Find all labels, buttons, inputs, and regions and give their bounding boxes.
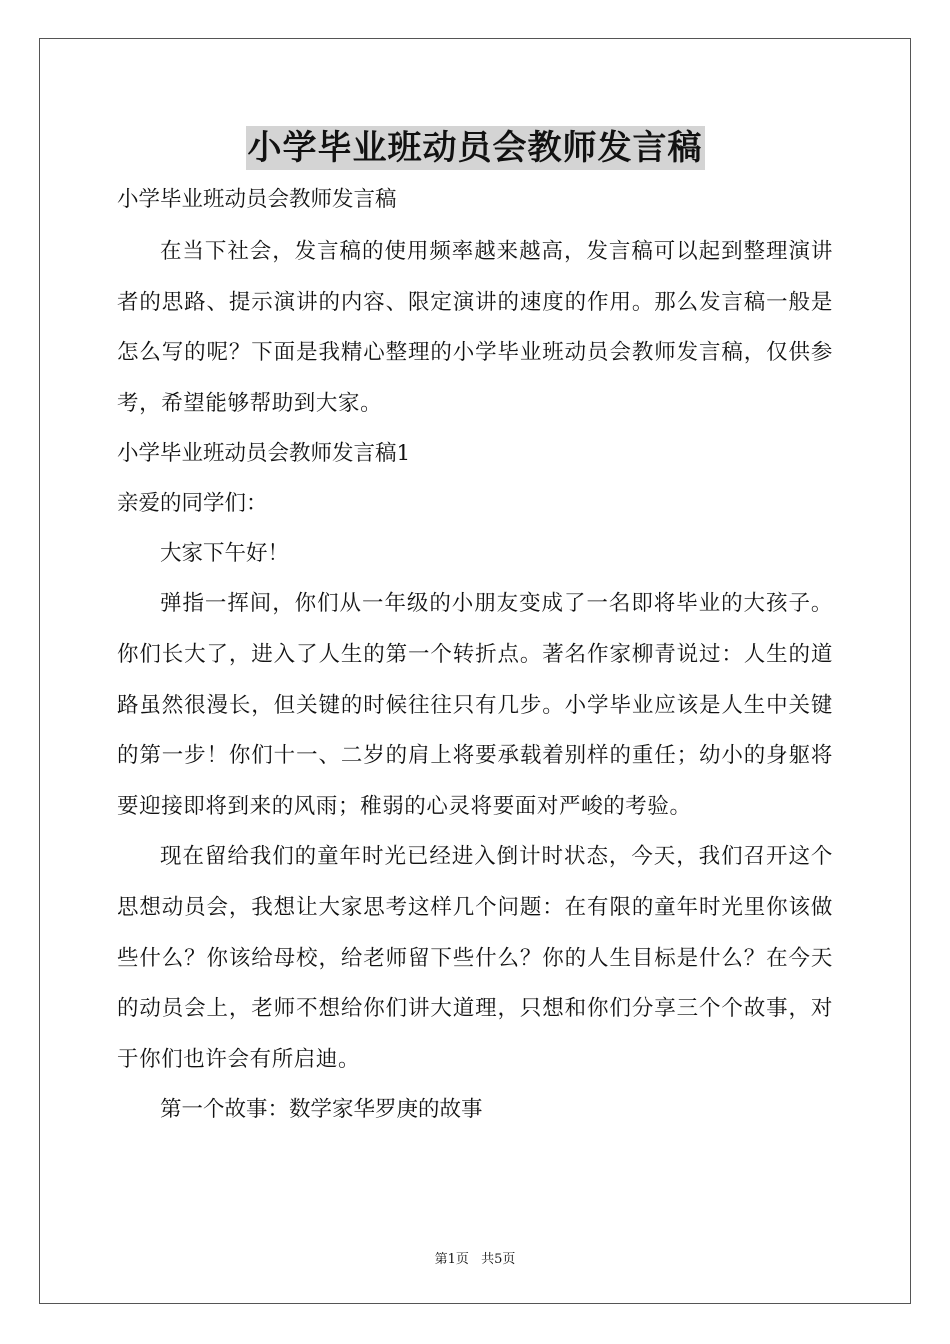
story-heading: 第一个故事：数学家华罗庚的故事 bbox=[160, 1097, 483, 1123]
title-container bbox=[0, 126, 950, 170]
page-total: 共5页 bbox=[481, 1252, 516, 1267]
document-body bbox=[117, 177, 833, 1135]
salutation: 亲爱的同学们： bbox=[117, 491, 268, 517]
section-heading: 小学毕业班动员会教师发言稿1 bbox=[117, 441, 411, 467]
page-footer bbox=[0, 1248, 950, 1267]
page-number: 第1页 bbox=[434, 1252, 469, 1267]
body-paragraph-1: 弹指一挥间，你们从一年级的小朋友变成了一名即将毕业的大孩子。你们长大了，进入了人生的第一个转折点。著名作家柳青说过：人生的道路虽然很漫长，但关键的时候往往只有几步。小学毕业应该是人生中关键的第一步！你们十一、二岁的肩上将要承载着别样的重任；幼小的身躯将要迎接即将到来的风雨；稚弱的心灵将要面对严峻的考验。 bbox=[117, 591, 833, 819]
intro-paragraph: 在当下社会，发言稿的使用频率越来越高，发言稿可以起到整理演讲者的思路、提示演讲的内容、限定演讲的速度的作用。那么发言稿一般是怎么写的呢？下面是我精心整理的小学毕业班动员会教师发言稿，仅供参考，希望能够帮助到大家。 bbox=[117, 239, 833, 416]
document-subtitle: 小学毕业班动员会教师发言稿 bbox=[117, 187, 397, 212]
greeting: 大家下午好！ bbox=[160, 541, 290, 567]
body-paragraph-2: 现在留给我们的童年时光已经进入倒计时状态，今天，我们召开这个思想动员会，我想让大家思考这样几个问题：在有限的童年时光里你该做些什么？你该给母校，给老师留下些什么？你的人生目标是什么？在今天的动员会上，老师不想给你们讲大道理，只想和你们分享三个个故事，对于你们也许会有所启迪。 bbox=[117, 844, 833, 1072]
document-title: 小学毕业班动员会教师发言稿 bbox=[247, 128, 703, 168]
